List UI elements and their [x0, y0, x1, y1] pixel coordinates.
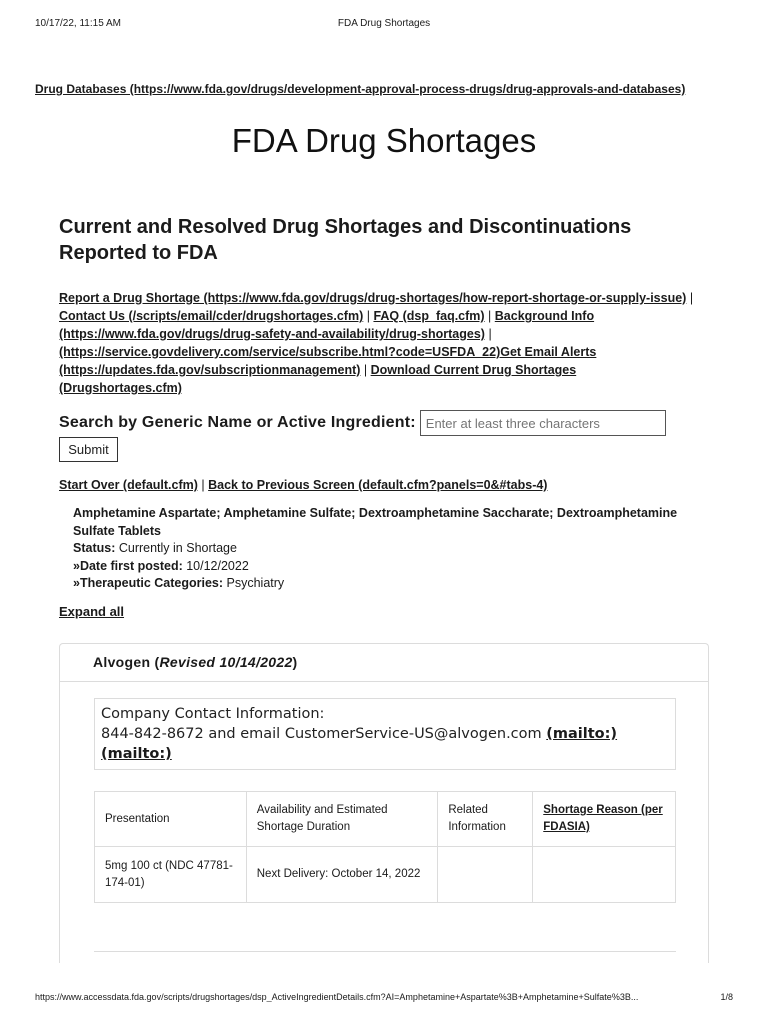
print-footer: [35, 992, 733, 1006]
quick-links: [59, 289, 699, 397]
contact-us-link[interactable]: Contact Us (/scripts/email/cder/drugshortages.cfm): [59, 309, 364, 323]
close-paren: ): [292, 654, 298, 670]
company-name: Alvogen (: [93, 654, 160, 670]
search-row: [59, 410, 666, 436]
cell-availability: Next Delivery: October 14, 2022: [246, 847, 438, 903]
date-label: »Date first posted:: [73, 558, 183, 573]
status-value: Currently in Shortage: [115, 541, 237, 555]
drug-info: [73, 505, 693, 593]
table-header-row: [95, 792, 676, 847]
date-value: 10/12/2022: [182, 558, 249, 573]
company-accordion: [59, 643, 709, 963]
header-presentation: Presentation: [95, 792, 247, 847]
nav-links: [59, 478, 547, 492]
background-info-link[interactable]: Background Info (https://www.fda.gov/drugs/drug-safety-and-availability/drug-shortages): [59, 309, 595, 341]
expand-all-link[interactable]: Expand all: [59, 604, 125, 619]
footer-url: https://www.accessdata.fda.gov/scripts/drugshortages/dsp_ActiveIngredientDetails.cfm?AI=Amphetamine+Aspartate%3B+Amphetamine+Sulfate%3B...: [35, 992, 639, 1002]
shortage-table: [94, 791, 676, 903]
drug-category: [73, 575, 693, 593]
header-availability: Availability and Estimated Shortage Duration: [246, 792, 438, 847]
page-title: FDA Drug Shortages: [231, 122, 537, 159]
search-label: Search by Generic Name or Active Ingredient:: [59, 414, 416, 431]
submit-button[interactable]: Submit: [59, 437, 118, 462]
start-over-link[interactable]: Start Over (default.cfm): [59, 478, 198, 492]
section-heading: Current and Resolved Drug Shortages and Discontinuations Reported to FDA: [59, 216, 632, 264]
revised-date: Revised 10/14/2022: [159, 654, 293, 670]
search-input[interactable]: [420, 410, 666, 436]
contact-text: 844-842-8672 and email CustomerService-US@alvogen.com: [101, 726, 547, 742]
divider: [94, 951, 676, 952]
footer-page-number: 1/8: [720, 992, 733, 1002]
print-title: FDA Drug Shortages: [337, 18, 431, 29]
drug-status: [73, 540, 693, 558]
mailto-link[interactable]: (mailto:): [101, 746, 172, 762]
status-label: Status:: [73, 541, 116, 555]
download-shortages-link[interactable]: Download Current Drug Shortages (Drugshortages.cfm): [59, 363, 577, 395]
contact-details: [101, 724, 669, 744]
back-link[interactable]: Back to Previous Screen (default.cfm?panels=0&#tabs-4): [208, 478, 548, 492]
link-separator: |: [360, 363, 371, 377]
header-related-info: Related Information: [438, 792, 533, 847]
faq-link[interactable]: FAQ (dsp_faq.cfm): [373, 309, 485, 323]
category-label: »Therapeutic Categories:: [73, 576, 224, 590]
contact-details-2: [101, 744, 669, 764]
company-contact-box: [94, 698, 676, 770]
accordion-header-alvogen[interactable]: [60, 644, 708, 682]
link-separator: |: [484, 309, 495, 323]
print-date: 10/17/22, 11:15 AM: [35, 18, 121, 29]
breadcrumb-drug-databases[interactable]: Drug Databases (https://www.fda.gov/drugs/development-approval-process-drugs/drug-approvals-and-databases): [35, 82, 686, 96]
table-row: [95, 847, 676, 903]
link-separator: |: [197, 478, 209, 492]
header-shortage-reason-link[interactable]: Shortage Reason (per FDASIA): [533, 792, 676, 847]
cell-presentation: 5mg 100 ct (NDC 47781-174-01): [95, 847, 247, 903]
email-alerts-link[interactable]: (https://service.govdelivery.com/service/subscribe.html?code=USFDA_22)Get Email Alerts (https://updates.fda.gov/subscriptionmanagement): [59, 345, 597, 377]
drug-date-posted: [73, 558, 693, 576]
print-header: [35, 18, 733, 32]
category-value: Psychiatry: [223, 576, 285, 590]
link-separator: |: [363, 309, 374, 323]
link-separator: |: [686, 291, 694, 305]
contact-heading: Company Contact Information:: [101, 706, 325, 722]
mailto-link[interactable]: (mailto:): [546, 726, 618, 742]
drug-name: Amphetamine Aspartate; Amphetamine Sulfate; Dextroamphetamine Saccharate; Dextroamphetamine Sulfate Tablets: [73, 506, 678, 538]
cell-related-info: [438, 847, 533, 903]
cell-shortage-reason: [533, 847, 676, 903]
report-shortage-link[interactable]: Report a Drug Shortage (https://www.fda.gov/drugs/drug-shortages/how-report-shortage-or-supply-issue): [59, 291, 687, 305]
link-separator: |: [484, 327, 492, 341]
